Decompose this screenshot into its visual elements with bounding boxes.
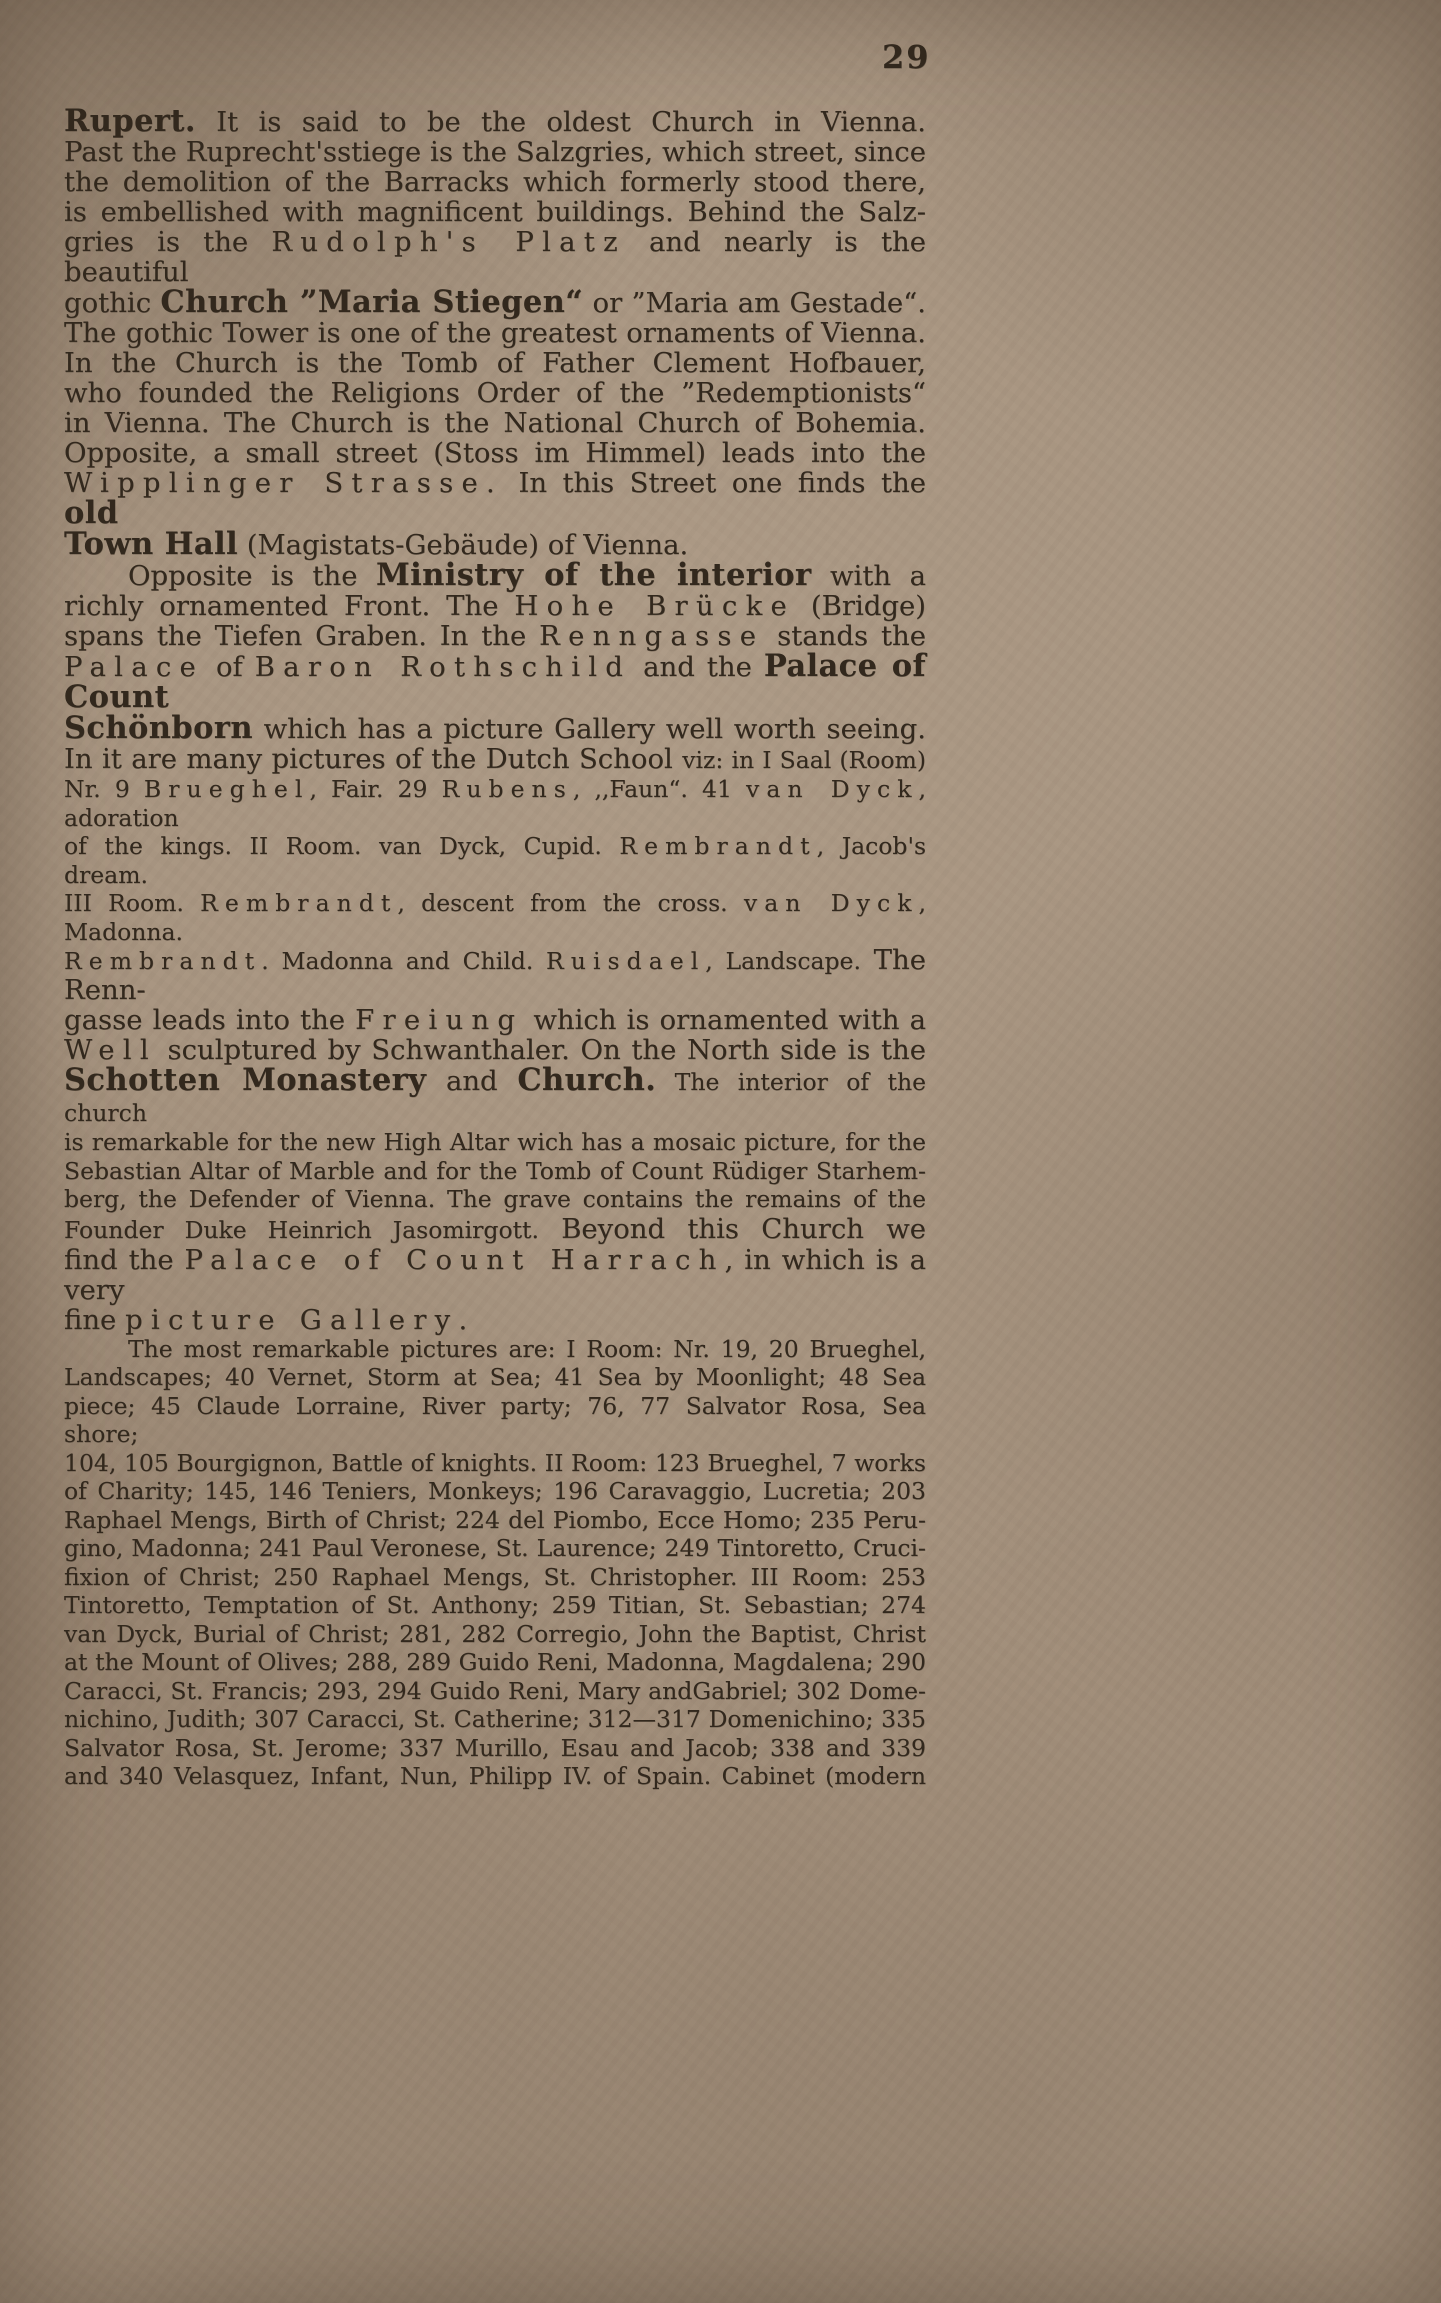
text-run: The interior of the church: [64, 1068, 926, 1127]
text-run: , Landscape.: [705, 947, 874, 975]
text-line: [64, 1449, 926, 1478]
text-run: richly ornamented Front. The: [64, 590, 515, 622]
text-run: Church.: [517, 1062, 657, 1098]
text-run: Church ”Maria Stiegen“: [160, 284, 584, 320]
text-run: Town Hall: [64, 526, 239, 562]
text-run: In it are many pictures of the Dutch School: [64, 743, 683, 775]
text-run: find the: [64, 1243, 185, 1276]
text-run: Ruisdael: [546, 947, 706, 975]
text-line: [64, 1245, 926, 1305]
text-line: [64, 591, 926, 621]
text-line: [64, 1591, 926, 1620]
text-run: berg, the Defender of Vienna. The grave contains the remains of the: [64, 1185, 926, 1213]
text-line: [64, 1648, 926, 1677]
text-run: Palace of Count Harrach: [184, 1243, 725, 1276]
text-run: Brueghel: [143, 775, 310, 803]
text-run: in Vienna. The Church is the National Church of Bohemia.: [64, 407, 926, 439]
text-line: [64, 1477, 926, 1506]
text-line: [64, 1305, 926, 1335]
text-run: which is ornamented with a: [523, 1004, 926, 1036]
text-run: Schönborn: [64, 710, 253, 746]
text-line: [64, 621, 926, 651]
text-line: [64, 348, 926, 378]
text-run: stands the: [764, 620, 926, 652]
text-line: [64, 1734, 926, 1763]
text-run: In the Church is the Tomb of Father Clement Hofbauer,: [64, 347, 926, 379]
text-run: 104, 105 Bourgignon, Battle of knights. II Room: 123 Brueghel, 7 works: [64, 1448, 926, 1477]
text-line: [64, 1705, 926, 1734]
text-run: Rubens: [441, 775, 573, 803]
text-run: van Dyck, Burial of Christ; 281, 282 Corregio, John the Baptist, Christ: [64, 1619, 926, 1648]
text-run: Ministry of the interior: [375, 557, 812, 593]
text-line: [64, 648, 927, 715]
paragraph: [64, 1335, 926, 1791]
text-run: gino, Madonna; 241 Paul Veronese, St. Laurence; 249 Tintoretto, Cruci-: [64, 1534, 926, 1562]
text-line: [64, 1335, 926, 1364]
text-line: [64, 889, 926, 946]
text-run: at the Mount of Olives; 288, 289 Guido Reni, Madonna, Magdalena; 290: [64, 1648, 926, 1676]
text-run: Founder Duke Heinrich Jasomirgott.: [64, 1215, 539, 1244]
text-line: [64, 1677, 926, 1706]
text-run: Hohe Brücke: [514, 590, 796, 622]
text-run: It is said to be the oldest Church in Vienna.: [195, 106, 926, 138]
text-run: van Dyck: [743, 889, 919, 917]
text-line: [64, 438, 926, 468]
text-run: and: [426, 1065, 518, 1097]
text-run: Wipplinger Strasse.: [64, 467, 503, 499]
text-line: [64, 103, 926, 139]
text-line: [64, 744, 926, 775]
text-run: Sebastian Altar of Marble and for the Tomb of Count Rüdiger Starhem-: [64, 1156, 926, 1185]
text-run: Freiung: [355, 1004, 524, 1036]
text-run: Raphael Mengs, Birth of Christ; 224 del Piombo, Ecce Homo; 235 Peru-: [64, 1505, 926, 1534]
text-run: viz: in I Saal (Room): [682, 746, 927, 774]
text-run: and the: [631, 651, 764, 683]
text-run: Rembrandt: [200, 889, 398, 917]
text-run: or ”Maria am Gestade“.: [583, 287, 926, 319]
text-run: The gothic Tower is one of the greatest ornaments of Vienna.: [64, 317, 926, 349]
text-run: is embellished with magnificent buildings. Behind the Salz-: [64, 196, 926, 228]
text-line: [64, 832, 926, 889]
text-run: Landscapes; 40 Vernet, Storm at Sea; 41 Sea by Moonlight; 48 Sea: [64, 1363, 926, 1391]
text-run: gries is the: [64, 226, 272, 258]
text-run: picture Gallery: [125, 1303, 459, 1336]
text-block: [64, 103, 927, 1791]
text-run: gasse leads into the: [64, 1004, 356, 1036]
text-run: , descent from the cross.: [397, 889, 744, 917]
text-run: Rembrandt: [619, 832, 817, 860]
text-run: Past the Ruprecht'sstiege is the Salzgries, which street, since: [64, 136, 926, 168]
text-line: [64, 1762, 926, 1791]
text-run: with a: [811, 560, 926, 592]
text-line: [64, 946, 926, 1005]
text-run: Renngasse: [539, 620, 765, 652]
text-run: . Madonna and Child.: [261, 947, 547, 975]
text-run: sculptured by Schwanthaler. On the North side is the: [156, 1034, 926, 1066]
text-run: Rudolph's Platz: [271, 226, 626, 258]
text-run: Tintoretto, Temptation of St. Anthony; 259 Titian, St. Sebastian; 274: [64, 1591, 926, 1619]
text-run: Caracci, St. Francis; 293, 294 Guido Reni, Mary andGabriel; 302 Dome-: [64, 1676, 926, 1705]
text-run: , in which is a very: [64, 1243, 926, 1306]
text-line: [64, 408, 926, 438]
text-line: [64, 1062, 926, 1128]
text-line: [64, 1620, 926, 1649]
text-run: nichino, Judith; 307 Caracci, St. Catherine; 312—317 Domenichino; 335: [64, 1705, 926, 1733]
text-line: [64, 1534, 926, 1563]
text-run: is remarkable for the new High Altar wich has a mosaic picture, for the: [64, 1128, 926, 1156]
text-run: Well: [64, 1034, 157, 1066]
text-run: III Room.: [64, 889, 201, 917]
text-line: [64, 318, 926, 348]
text-run: of the kings. II Room. van Dyck, Cupid.: [64, 832, 620, 860]
text-run: Nr. 9: [64, 775, 144, 803]
text-run: The most remarkable pictures are: I Room: Nr. 19, 20 Brueghel,: [128, 1334, 926, 1363]
text-line: [64, 167, 926, 197]
text-line: [64, 526, 926, 562]
text-run: , adoration: [64, 775, 927, 832]
text-run: van Dyck: [746, 775, 919, 803]
page-number: 29: [882, 38, 931, 76]
text-line: [64, 227, 926, 287]
text-run: , Jacob's dream.: [64, 832, 926, 889]
text-run: Palace: [64, 651, 205, 683]
text-run: fixion of Christ; 250 Raphael Mengs, St. Christopher. III Room: 253: [64, 1562, 926, 1591]
text-run: Schotten Monastery: [64, 1062, 427, 1098]
text-run: the demolition of the Barracks which formerly stood there,: [64, 166, 926, 198]
text-line: [64, 137, 926, 167]
text-line: [64, 197, 926, 227]
text-line: [64, 378, 926, 408]
text-run: Salvator Rosa, St. Jerome; 337 Murillo, Esau and Jacob; 338 and 339: [64, 1733, 926, 1762]
text-line: [64, 1035, 926, 1065]
text-line: [64, 1005, 926, 1035]
text-run: fine: [64, 1303, 126, 1336]
text-line: [64, 1363, 926, 1392]
text-run: who founded the Religions Order of the ”Redemptionists“: [64, 377, 926, 409]
text-run: In this Street one finds the: [503, 467, 926, 499]
text-run: Opposite, a small street (Stoss im Himmel) leads into the: [64, 437, 926, 469]
text-line: [64, 284, 926, 320]
text-run: The Renn-: [64, 944, 926, 1006]
text-run: and nearly is the beautiful: [64, 226, 926, 288]
text-run: Beyond this Church we: [538, 1212, 927, 1245]
text-run: , Fair. 29: [309, 775, 442, 803]
text-run: , ,,Faun“. 41: [572, 775, 747, 803]
text-run: (Magistats-Gebäude) of Vienna.: [238, 529, 689, 561]
paragraph: [64, 103, 926, 562]
text-line: [64, 1214, 926, 1245]
text-run: and 340 Velasquez, Infant, Nun, Philipp IV. of Spain. Cabinet (modern: [64, 1762, 926, 1790]
text-run: spans the Tiefen Graben. In the: [64, 620, 540, 652]
text-run: Palace of Count: [64, 648, 927, 715]
text-line: [64, 1392, 926, 1449]
text-line: [64, 468, 926, 529]
text-run: Baron Rothschild: [254, 651, 632, 683]
text-line: [64, 1128, 926, 1157]
text-line: [64, 1506, 926, 1535]
text-run: piece; 45 Claude Lorraine, River party; 76, 77 Salvator Rosa, Sea shore;: [64, 1391, 926, 1448]
text-line: [64, 710, 926, 746]
text-run: Rembrandt: [64, 947, 262, 975]
text-run: , Madonna.: [64, 889, 926, 946]
text-run: of: [204, 651, 255, 683]
text-run: Opposite is the: [128, 560, 376, 592]
paragraph: [64, 557, 927, 1336]
text-line: [64, 1185, 926, 1214]
text-line: [64, 775, 926, 832]
text-run: gothic: [64, 287, 161, 319]
text-line: [64, 1157, 926, 1186]
text-run: of Charity; 145, 146 Teniers, Monkeys; 196 Caravaggio, Lucretia; 203: [64, 1477, 926, 1505]
text-run: old: [64, 495, 119, 531]
text-run: Rupert.: [64, 103, 196, 139]
text-run: .: [458, 1303, 468, 1336]
text-line: [64, 1563, 926, 1592]
text-line: [64, 557, 926, 593]
text-run: which has a picture Gallery well worth seeing.: [252, 713, 926, 745]
text-run: (Bridge): [795, 590, 927, 622]
